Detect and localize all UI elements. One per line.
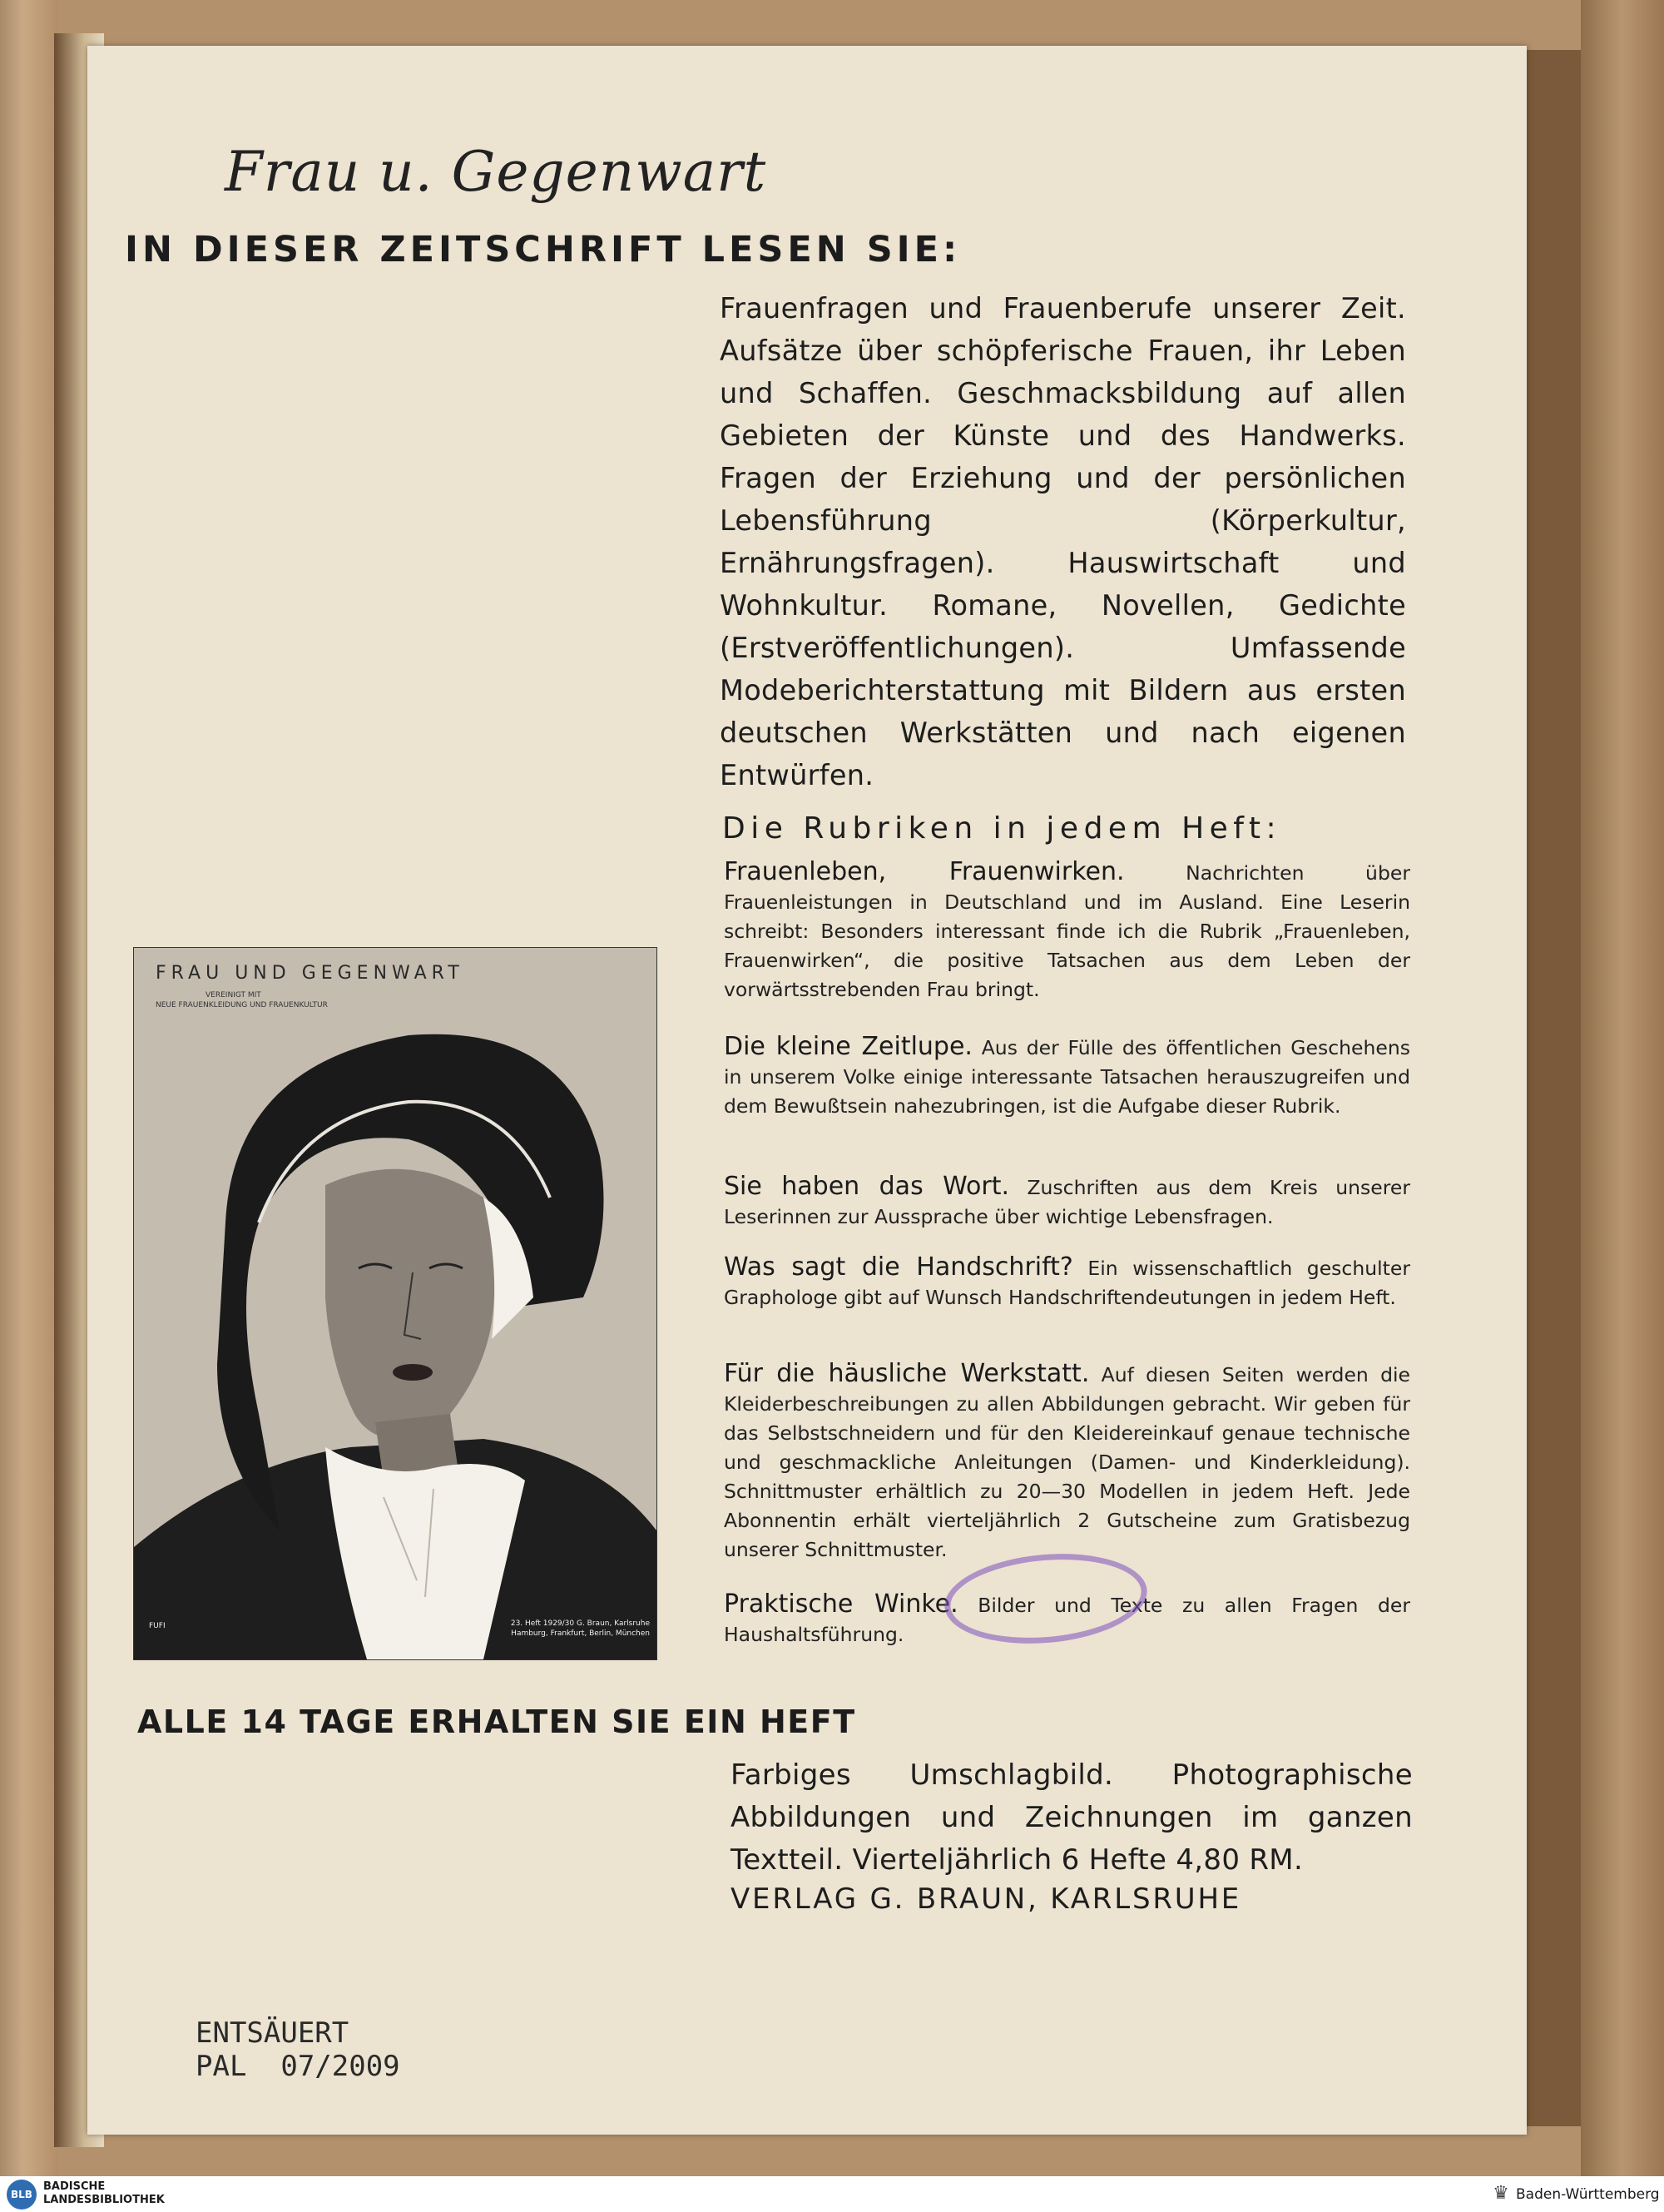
book-cover-top	[0, 0, 1664, 50]
rubric-text: Aus der Fülle des öffentlichen Geschehens in unserem Volke einige interessante Tatsachen herauszugreifen und dem Bewußtsein nahezubringen, ist die Aufgabe dieser Rubrik.	[724, 1036, 1410, 1118]
headline: IN DIESER ZEITSCHRIFT LESEN SIE:	[125, 229, 962, 270]
rubric-text: Ein wissenschaftlich geschulter Graphologe gibt auf Wunsch Handschriftendeutungen in jedem Heft.	[724, 1257, 1410, 1309]
stamp-line-2: PAL 07/2009	[196, 2050, 400, 2083]
footer-bar	[0, 2176, 1664, 2212]
intro-paragraph: Frauenfragen und Frauenberufe unserer Zeit. Aufsätze über schöpferische Frauen, ihr Leben und Schaffen. Geschmacksbildung auf allen Gebieten der Künste und des Handwerks. Fragen der Erziehung und der persönlichen Lebensführung (Körperkultur, Ernährungsfragen). Hauswirtschaft und Wohnkultur. Romane, Novellen, Gedichte (Erstveröffentlichungen). Umfassende Modeberichterstattung mit Bildern aus ersten deutschen Werkstätten und nach eigenen Entwürfen.	[720, 292, 1406, 791]
rubric-title: Praktische Winke.	[724, 1590, 958, 1619]
blb-line-1: BADISCHE	[43, 2180, 106, 2193]
deacidification-stamp	[196, 2016, 400, 2083]
baden-wuerttemberg-crest-icon: ♛	[1493, 2183, 1509, 2204]
rubric-title: Frauenleben, Frauenwirken.	[724, 857, 1125, 886]
rubric-text: Auf diesen Seiten werden die Kleiderbeschreibungen zu allen Abbildungen gebracht. Wir geben für das Selbstschneidern und für den Kleidereinkauf genaue technische und geschmackliche Anleitungen (Damen- und Kinderkleidung). Schnittmuster erhältlich zu 20—30 Modellen in jedem Heft. Jede Abonnentin erhält vierteljährlich 2 Gutscheine zum Gratisbezug unserer Schnittmuster.	[724, 1363, 1410, 1561]
blb-logo-icon: BLB	[7, 2180, 37, 2210]
rubric-title: Für die häusliche Werkstatt.	[724, 1359, 1090, 1388]
rubric-zeitlupe	[724, 1032, 1410, 1121]
cover-subtitle-1: VEREINIGT MIT	[206, 991, 261, 999]
blb-line-2: LANDESBIBLIOTHEK	[43, 2194, 165, 2206]
rubriken-heading: Die Rubriken in jedem Heft:	[722, 811, 1282, 846]
rubric-text: Zuschriften aus dem Kreis unserer Leserinnen zur Aussprache über wichtige Lebensfragen.	[724, 1176, 1410, 1228]
baden-wuerttemberg-wordmark: Baden-Württemberg	[1516, 2186, 1660, 2203]
cover-artist-signature: FUFI	[149, 1622, 166, 1630]
rubric-text: Nachrichten über Frauenleistungen in Deutschland und im Ausland. Eine Leserin schreibt: Besonders interessant finde ich die Rubrik „Frauenleben, Frauenwirken“, die positive Tatsachen aus dem Leben der vorwärtsstrebenden Frau bringt.	[724, 861, 1410, 1001]
rubric-title: Was sagt die Handschrift?	[724, 1252, 1073, 1282]
woman-portrait-illustration	[134, 948, 656, 1659]
rubric-text: Bilder und Texte zu allen Fragen der Haushaltsführung.	[724, 1594, 1410, 1646]
book-cover-left	[0, 0, 58, 2212]
closing-paragraph: Farbiges Umschlagbild. Photographische Abbildungen und Zeichnungen im ganzen Textteil. Vierteljährlich 6 Hefte 4,80 RM.	[730, 1758, 1413, 1877]
rubric-werkstatt	[724, 1359, 1410, 1565]
frequency-headline: ALLE 14 TAGE ERHALTEN SIE EIN HEFT	[137, 1704, 856, 1740]
cover-title: FRAU UND GEGENWART	[156, 963, 464, 984]
cover-subtitle-2: NEUE FRAUENKLEIDUNG UND FRAUENKULTUR	[156, 1001, 328, 1009]
rubric-wort	[724, 1172, 1410, 1232]
rubric-handschrift	[724, 1252, 1410, 1312]
rubric-title: Sie haben das Wort.	[724, 1172, 1010, 1201]
masthead: Frau u. Gegenwart	[225, 140, 767, 204]
rubric-title: Die kleine Zeitlupe.	[724, 1032, 973, 1061]
stamp-line-1: ENTSÄUERT	[196, 2016, 349, 2050]
cover-imprint: 23. Heft 1929/30 G. Braun, Karlsruhe Hamburg, Frankfurt, Berlin, München	[510, 1619, 650, 1638]
book-cover-right	[1581, 0, 1664, 2212]
blb-wordmark	[43, 2180, 165, 2207]
publisher-line: VERLAG G. BRAUN, KARLSRUHE	[730, 1882, 1242, 1916]
rubric-frauenleben	[724, 857, 1410, 1004]
magazine-cover-illustration	[133, 947, 657, 1660]
